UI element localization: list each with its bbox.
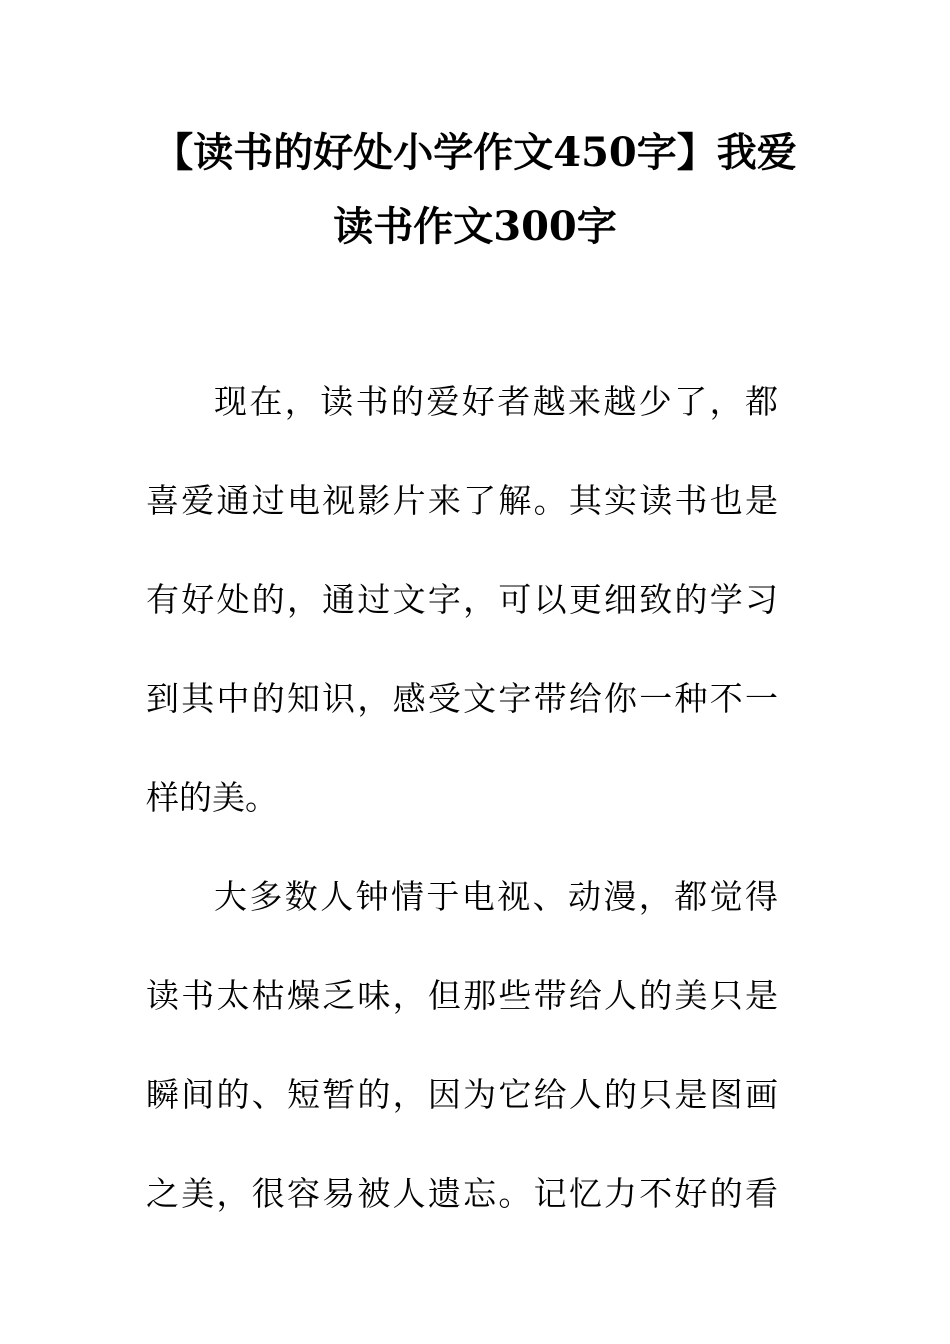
document-body: [146, 352, 778, 1243]
paragraph-1: [146, 352, 778, 847]
paragraph-line: 大多数人钟情于电视、动漫，都觉得: [214, 877, 778, 916]
paragraph-2: [146, 847, 778, 1243]
paragraph-line: 瞬间的、短暂的，因为它给人的只是图画: [146, 1075, 778, 1114]
paragraph-line: 到其中的知识，感受文字带给你一种不一: [146, 679, 778, 718]
paragraph-line: 读书太枯燥乏味，但那些带给人的美只是: [146, 976, 778, 1015]
title-line-1: 【读书的好处小学作文450字】我爱: [153, 129, 797, 176]
paragraph-line: 有好处的，通过文字，可以更细致的学习: [146, 580, 778, 619]
document-title: [140, 116, 810, 264]
paragraph-line: 喜爱通过电视影片来了解。其实读书也是: [146, 481, 778, 520]
paragraph-line: 现在，读书的爱好者越来越少了，都: [214, 382, 778, 421]
paragraph-line: 之美，很容易被人遗忘。记忆力不好的看: [146, 1174, 778, 1213]
title-line-2: 读书作文300字: [333, 203, 617, 250]
paragraph-line: 样的美。: [146, 778, 278, 817]
